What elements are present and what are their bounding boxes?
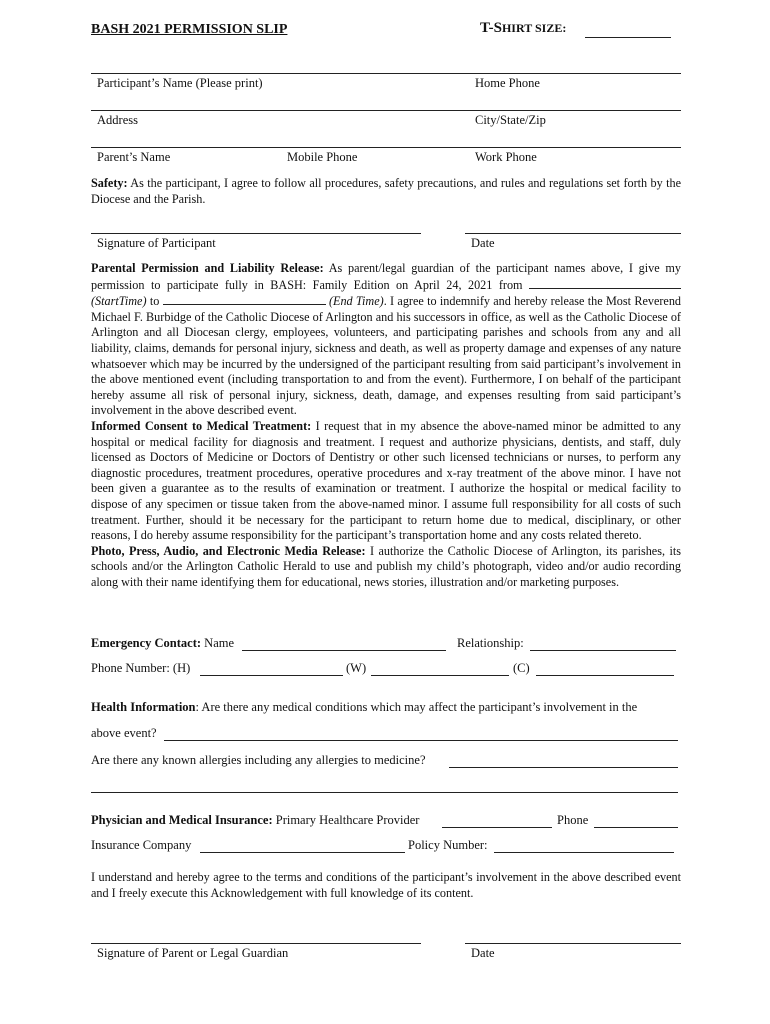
physician-row [91, 813, 419, 828]
tshirt-lead: T-S [480, 20, 502, 36]
start-time-label: (StartTime) [91, 294, 147, 309]
start-time-field[interactable] [529, 277, 681, 289]
medical-conditions-field[interactable] [164, 740, 678, 741]
emergency-name-label: Name [201, 636, 235, 650]
end-time-label: (End Time) [328, 294, 384, 309]
address-label: Address [97, 113, 138, 127]
address-field[interactable] [91, 110, 681, 111]
acknowledgement-text: I understand and hereby agree to the terms and conditions of the participant’s involvement in the above described event and I freely execute this Acknowledgement with full knowledge of its content. [91, 870, 681, 900]
physician-phone-field[interactable] [594, 827, 678, 828]
participant-name-label: Participant’s Name (Please print) [97, 76, 263, 90]
city-state-zip-label: City/State/Zip [475, 113, 546, 127]
medical-heading: Informed Consent to Medical Treatment: [91, 418, 312, 433]
medical-text: I request that in my absence the above-named minor be admitted to any hospital or medical facility for diagnosis and treatment. I request and authorize physicians, dentists, and staff, duly licensed as Doctors of Medicine or Doctors of Dentistry or other such licensed technicians or nurses, to perform any diagnostic procedures, treatment procedures, operative procedures and x-ray treatment of the above minor. I have not been given a guarantee as to the results of examination or treatment. I authorize the hospital or medical facility to dispose of any specimen or tissue taken from the above-named minor. I assume full responsibility for all costs of such treatment. Further, should it be necessary for the participant to return home due to medical, disciplinary, or other reasons, I do hereby assume responsibility for the participant’s transportation home and any costs related thereto. [91, 418, 681, 543]
policy-number-label: Policy Number: [408, 838, 488, 852]
health-question [91, 700, 637, 715]
guardian-date-label: Date [471, 946, 495, 960]
home-phone-label: Home Phone [475, 76, 540, 90]
end-time-field[interactable] [163, 293, 326, 305]
phone-h-field[interactable] [200, 675, 343, 676]
participant-signature-label: Signature of Participant [97, 236, 216, 250]
phone-w-label: (W) [346, 661, 367, 675]
participant-date-field[interactable] [465, 233, 681, 234]
physician-phone-label: Phone [557, 813, 589, 827]
emergency-contact-row [91, 636, 234, 651]
insurance-company-field[interactable] [200, 852, 405, 853]
insurance-heading: Physician and Medical Insurance: [91, 813, 273, 827]
allergies-question: Are there any known allergies including any allergies to medicine? [91, 753, 426, 767]
emergency-name-field[interactable] [242, 650, 446, 651]
to-label: to [146, 294, 163, 309]
work-phone-label: Work Phone [475, 150, 537, 164]
guardian-date-field[interactable] [465, 943, 681, 944]
parental-heading: Parental Permission and Liability Release: [91, 261, 324, 275]
allergies-field-cont[interactable] [91, 792, 678, 793]
parent-name-field[interactable] [91, 147, 681, 148]
safety-text: As the participant, I agree to follow all procedures, safety precautions, and rules and regulations set forth by the Diocese and the Parish. [91, 176, 681, 206]
relationship-field[interactable] [530, 650, 676, 651]
parental-intro: As parent/legal guardian of the participant names above, I give my permission to participate fully in BASH: Family Edition on April 24, 2021 from [91, 261, 681, 292]
tshirt-size-field[interactable] [585, 37, 671, 38]
participant-signature-field[interactable] [91, 233, 421, 234]
participant-name-field[interactable] [91, 73, 681, 74]
allergies-field[interactable] [449, 767, 678, 768]
guardian-signature-field[interactable] [91, 943, 421, 944]
safety-section [91, 176, 681, 207]
relationship-label: Relationship: [457, 636, 524, 650]
insurance-company-label: Insurance Company [91, 838, 192, 852]
guardian-signature-label: Signature of Parent or Legal Guardian [97, 946, 289, 960]
health-question-cont: above event? [91, 726, 157, 740]
media-heading: Photo, Press, Audio, and Electronic Media Release: [91, 543, 366, 558]
parental-text: . I agree to indemnify and hereby release the Most Reverend Michael F. Burbidge of the Catholic Diocese of Arlington and his successors in office, as well as the Catholic Diocese of Arlington and all Diocesan clergy, employees, volunteers, and participating parishes and schools from any and all liability, claims, demands for personal injury, sickness and death, as well as property damage and expenses of any nature whatsoever which may be incurred by the undersigned of the participant resulting from said participant’s involvement in the above mentioned event (including transportation to and from the event). Furthermore, I on behalf of the participant hereby assume all risk of personal injury, sickness, death, damage, and expenses resulting from said participant’s involvement in the above described event. [91, 294, 682, 418]
policy-number-field[interactable] [494, 852, 674, 853]
health-heading: Health Information [91, 700, 196, 714]
phone-c-label: (C) [513, 661, 530, 675]
phone-h-label: Phone Number: (H) [91, 661, 191, 675]
media-text: I authorize the Catholic Diocese of Arlington, its parishes, its schools and/or the Arlington Catholic Herald to use and publish my child’s photograph, video and/or audio recording along with their name identifying them for educational, news stories, illustration and/or marketing purposes. [91, 543, 681, 589]
mobile-phone-label: Mobile Phone [287, 150, 358, 164]
provider-label: Primary Healthcare Provider [272, 813, 420, 827]
form-title: BASH 2021 PERMISSION SLIP [91, 22, 288, 37]
provider-field[interactable] [442, 827, 552, 828]
legal-text [91, 261, 681, 590]
participant-date-label: Date [471, 236, 495, 250]
tshirt-size-label [480, 20, 566, 37]
emergency-heading: Emergency Contact: [91, 636, 202, 650]
safety-heading: Safety: [91, 176, 128, 190]
phone-w-field[interactable] [371, 675, 509, 676]
phone-c-field[interactable] [536, 675, 674, 676]
health-question-text: : Are there any medical conditions which may affect the participant’s involvement in the [195, 700, 638, 714]
parent-name-label: Parent’s Name [97, 150, 171, 164]
tshirt-rest: HIRT SIZE: [501, 21, 567, 35]
